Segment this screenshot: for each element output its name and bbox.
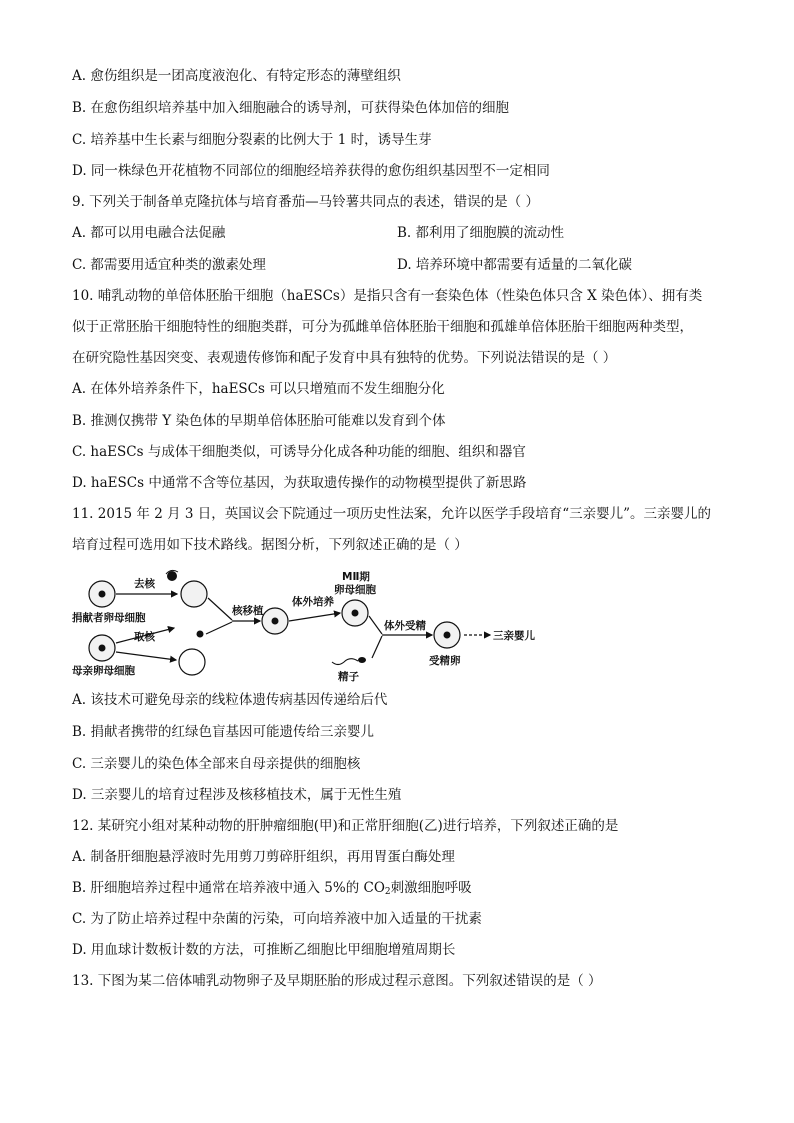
q8-option-a: A. 愈伤组织是一团高度液泡化、有特定形态的薄壁组织 xyxy=(72,68,401,84)
q10-option-c: C. haESCs 与成体干细胞类似，可诱导分化成各种功能的细胞、组织和器官 xyxy=(72,444,526,460)
q12-option-a: A. 制备肝细胞悬浮液时先用剪刀剪碎肝组织，再用胃蛋白酶处理 xyxy=(72,849,455,865)
donor-oocyte-label: 捐献者卵母细胞 xyxy=(72,612,146,624)
in-vitro-fertilization-label: 体外受精 xyxy=(384,620,426,632)
q10-stem-line3: 在研究隐性基因突变、表观遗传修饰和配子发育中具有独特的优势。下列说法错误的是（ ） xyxy=(72,350,617,366)
q9-stem: 9. 下列关于制备单克隆抗体与培育番茄—马铃薯共同点的表述，错误的是（ ） xyxy=(72,194,539,210)
q8-option-c: C. 培养基中生长素与细胞分裂素的比例大于 1 时，诱导生芽 xyxy=(72,132,432,148)
q12-option-d: D. 用血球计数板计数的方法，可推断乙细胞比甲细胞增殖周期长 xyxy=(72,942,456,958)
sperm-label: 精子 xyxy=(338,671,359,683)
three-parent-baby-diagram xyxy=(72,568,552,688)
sperm-tail xyxy=(332,659,358,665)
q10-stem-line2: 似于正常胚胎干细胞特性的细胞类群，可分为孤雌单倍体胚胎干细胞和孤雄单倍体胚胎干细胞两种类型， xyxy=(72,319,693,335)
mii-oocyte-nucleus xyxy=(352,610,359,617)
mother-oocyte-label: 母亲卵母细胞 xyxy=(72,665,135,677)
q11-option-c: C. 三亲婴儿的染色体全部来自母亲提供的细胞核 xyxy=(72,756,361,772)
take-nucleus-label: 取核 xyxy=(134,631,155,643)
q11-option-d: D. 三亲婴儿的培育过程涉及核移植技术，属于无性生殖 xyxy=(72,787,402,803)
q9-option-b: B. 都利用了细胞膜的流动性 xyxy=(397,225,565,241)
q11-stem-line2: 培育过程可选用如下技术路线。据图分析，下列叙述正确的是（ ） xyxy=(72,537,468,553)
q12-option-b-text: B. 肝细胞培养过程中通常在培养液中通入 5%的 CO xyxy=(72,880,385,896)
oocyte-label: 卵母细胞 xyxy=(334,584,376,596)
q11-option-a: A. 该技术可避免母亲的线粒体遗传病基因传递给后代 xyxy=(72,692,388,708)
q9-option-d: D. 培养环境中都需要有适量的二氧化碳 xyxy=(397,257,632,273)
removed-nucleus xyxy=(167,571,177,581)
q10-stem-line1: 10. 哺乳动物的单倍体胚胎干细胞（haESCs）是指只含有一套染色体（性染色体只含 X 染色体）、拥有类 xyxy=(72,288,703,304)
reconstructed-nucleus xyxy=(272,618,279,625)
mother-cell-remnant xyxy=(179,649,205,675)
enucleated-oocyte xyxy=(181,581,207,607)
in-vitro-culture-label: 体外培养 xyxy=(292,596,334,608)
q10-option-d: D. haESCs 中通常不含等位基因，为获取遗传操作的动物模型提供了新思路 xyxy=(72,475,527,491)
q13-stem: 13. 下图为某二倍体哺乳动物卵子及早期胚胎的形成过程示意图。下列叙述错误的是（ ） xyxy=(72,973,602,989)
extracted-nucleus xyxy=(197,631,204,638)
donor-oocyte-nucleus xyxy=(99,591,106,598)
q12-option-b-text-end: 刺激细胞呼吸 xyxy=(390,880,472,896)
q8-option-b: B. 在愈伤组织培养基中加入细胞融合的诱导剂，可获得染色体加倍的细胞 xyxy=(72,100,510,116)
q8-option-d: D. 同一株绿色开花植物不同部位的细胞经培养获得的愈伤组织基因型不一定相同 xyxy=(72,163,550,179)
remove-nucleus-label: 去核 xyxy=(134,578,155,590)
fertilized-egg-nucleus xyxy=(444,632,451,639)
sperm-head xyxy=(358,657,366,663)
q10-option-a: A. 在体外培养条件下，haESCs 可以只增殖而不发生细胞分化 xyxy=(72,381,445,397)
mii-stage-label: MⅡ期 xyxy=(342,571,370,583)
nuclear-transfer-label: 核移植 xyxy=(232,605,264,617)
q10-option-b: B. 推测仅携带 Y 染色体的早期单倍体胚胎可能难以发育到个体 xyxy=(72,413,446,429)
q9-option-a: A. 都可以用电融合法促融 xyxy=(72,225,226,241)
q11-stem-line1: 11. 2015 年 2 月 3 日，英国议会下院通过一项历史性法案，允许以医学手段培育“三亲婴儿”。三亲婴儿的 xyxy=(72,506,712,522)
fertilized-egg-label: 受精卵 xyxy=(429,655,461,667)
q11-option-b: B. 捐献者携带的红绿色盲基因可能遗传给三亲婴儿 xyxy=(72,724,375,740)
q9-option-c: C. 都需要用适宜种类的激素处理 xyxy=(72,257,266,273)
mother-oocyte-nucleus xyxy=(99,645,106,652)
q12-option-b xyxy=(72,879,472,901)
q12-option-c: C. 为了防止培养过程中杂菌的污染，可向培养液中加入适量的干扰素 xyxy=(72,911,482,927)
three-parent-baby-label: 三亲婴儿 xyxy=(493,630,535,642)
co2-subscript: 2 xyxy=(384,887,391,897)
q12-stem: 12. 某研究小组对某种动物的肝肿瘤细胞(甲)和正常肝细胞(乙)进行培养，下列叙述正确的是 xyxy=(72,818,619,834)
